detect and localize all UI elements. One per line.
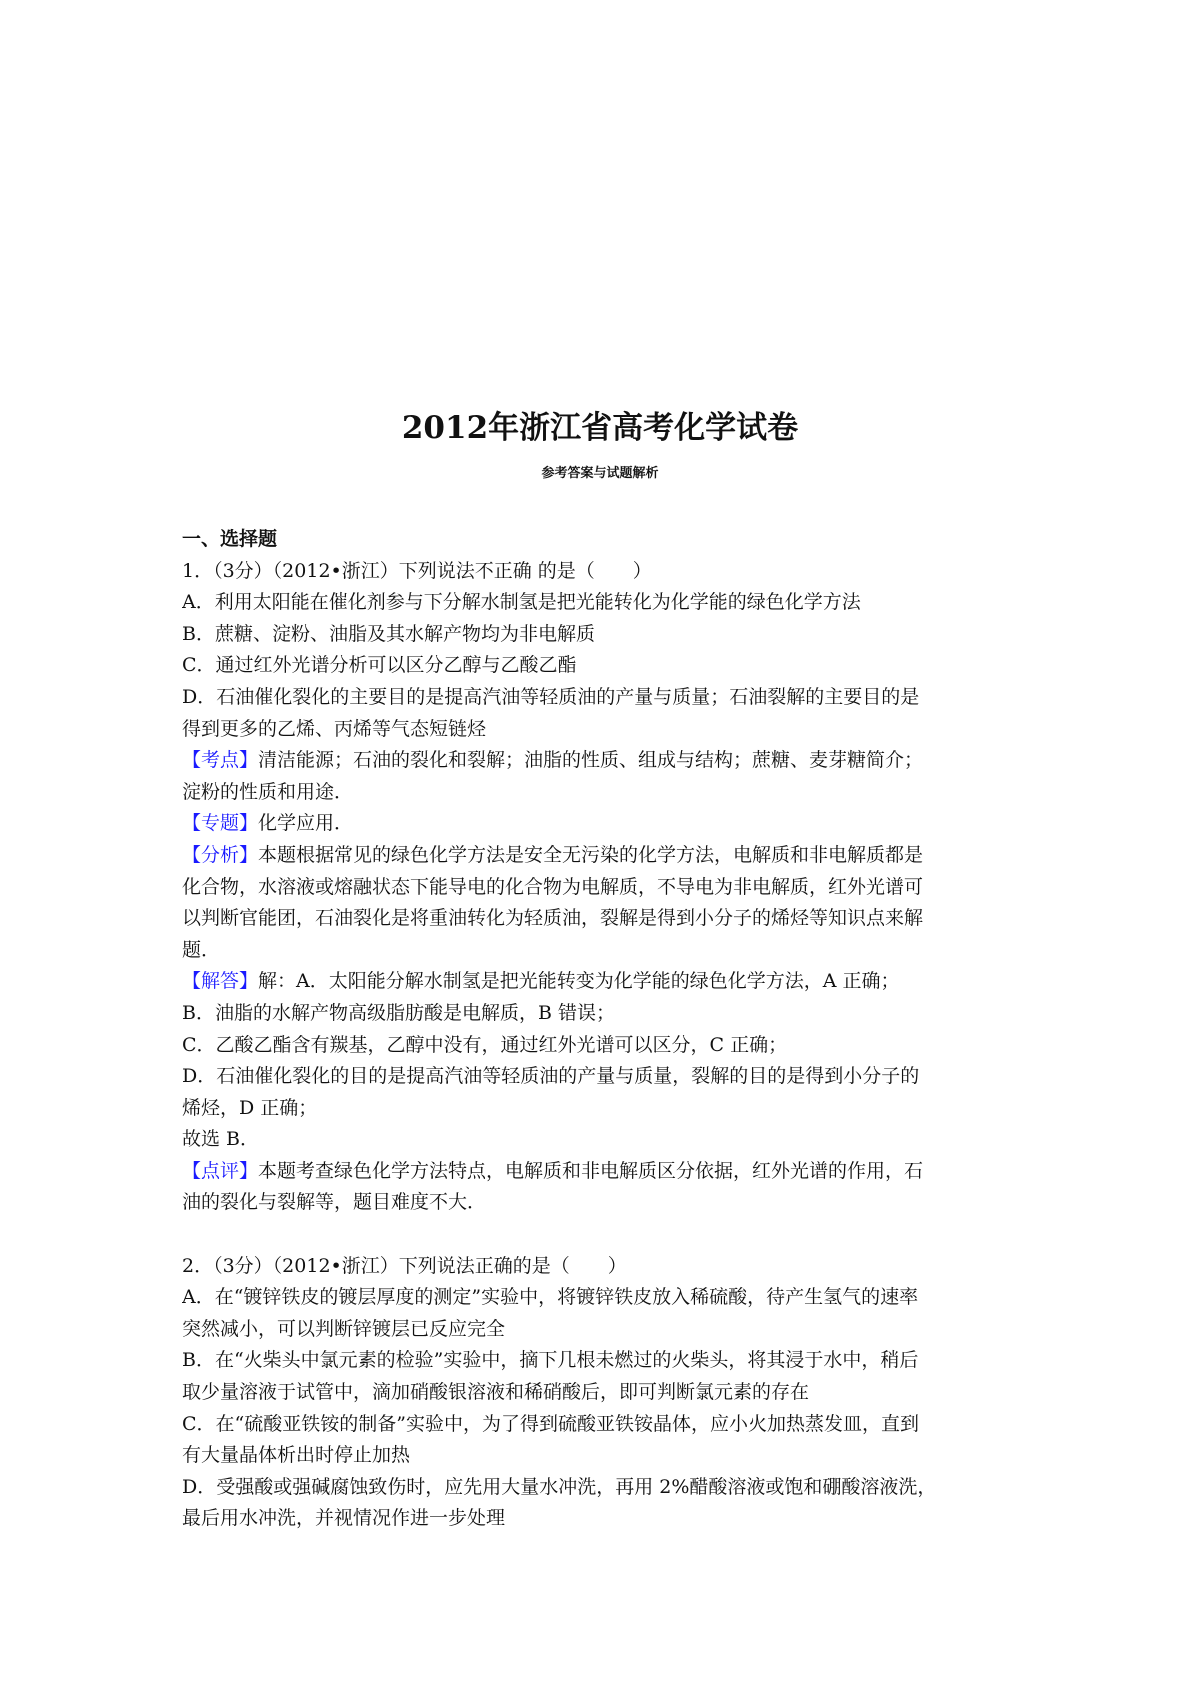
kaodian-text: 清洁能源；石油的裂化和裂解；油脂的性质、组成与结构；蔗糖、麦芽糖简介； — [258, 749, 924, 772]
question-1 — [182, 556, 1012, 1219]
kaodian-block — [182, 745, 1012, 808]
option-b: B．在“火柴头中氯元素的检验”实验中，摘下几根未燃过的火柴头，将其浸于水中，稍后 — [182, 1349, 919, 1372]
fenxi-text: 化合物，水溶液或熔融状态下能导电的化合物为电解质，不导电为非电解质，红外光谱可 — [182, 875, 924, 898]
question-stem: 1．（3分）（2012•浙江）下列说法不正确 的是（ ） — [182, 559, 652, 582]
question-stem: 2．（3分）（2012•浙江）下列说法正确的是（ ） — [182, 1254, 627, 1277]
option-b: B．蔗糖、淀粉、油脂及其水解产物均为非电解质 — [182, 622, 595, 645]
option-c-continued: 有大量晶体析出时停止加热 — [182, 1444, 411, 1467]
dianping-text: 油的裂化与裂解等，题目难度不大． — [182, 1191, 487, 1214]
option-d-continued: 得到更多的乙烯、丙烯等气态短链烃 — [182, 717, 487, 740]
jieda-text: D．石油催化裂化的目的是提高汽油等轻质油的产量与质量，裂解的目的是得到小分子的 — [182, 1065, 920, 1088]
fenxi-text: 题． — [182, 938, 221, 961]
fenxi-text: 以判断官能团，石油裂化是将重油转化为轻质油，裂解是得到小分子的烯烃等知识点来解 — [182, 907, 924, 930]
document-title: 2012年浙江省高考化学试卷 — [401, 410, 799, 446]
fenxi-tag: 【分析】 — [182, 843, 259, 866]
option-a: A．利用太阳能在催化剂参与下分解水制氢是把光能转化为化学能的绿色化学方法 — [182, 591, 861, 614]
option-d-continued: 最后用水冲洗，并视情况作进一步处理 — [182, 1507, 506, 1530]
jieda-text: 解：A．太阳能分解水制氢是把光能转变为化学能的绿色化学方法，A 正确； — [258, 970, 900, 993]
zhuanti-text: 化学应用． — [258, 812, 354, 835]
kaodian-text: 淀粉的性质和用途． — [182, 780, 354, 803]
zhuanti-tag: 【专题】 — [182, 812, 259, 835]
dianping-block — [182, 1156, 1012, 1219]
option-d: D．受强酸或强碱腐蚀致伤时，应先用大量水冲洗，再用 2%醋酸溶液或饱和硼酸溶液洗， — [182, 1475, 937, 1498]
jieda-tag: 【解答】 — [182, 970, 259, 993]
question-2 — [182, 1251, 1012, 1535]
question-spacer — [182, 1219, 1012, 1251]
fenxi-text: 本题根据常见的绿色化学方法是安全无污染的化学方法，电解质和非电解质都是 — [258, 843, 924, 866]
jieda-text: C．乙酸乙酯含有羰基，乙醇中没有，通过红外光谱可以区分，C 正确； — [182, 1033, 788, 1056]
document-subtitle: 参考答案与试题解析 — [541, 466, 659, 481]
fenxi-block — [182, 840, 1012, 966]
section-heading: 一、选择题 — [182, 528, 278, 550]
option-c: C．在“硫酸亚铁铵的制备”实验中，为了得到硫酸亚铁铵晶体，应小火加热蒸发皿，直到 — [182, 1412, 919, 1435]
jieda-text: B．油脂的水解产物高级脂肪酸是电解质，B 错误； — [182, 1001, 615, 1024]
option-a-continued: 突然减小，可以判断锌镀层已反应完全 — [182, 1317, 506, 1340]
option-c: C．通过红外光谱分析可以区分乙醇与乙酸乙酯 — [182, 654, 577, 677]
jieda-text: 故选 B． — [182, 1128, 260, 1151]
dianping-tag: 【点评】 — [182, 1159, 259, 1182]
option-d: D．石油催化裂化的主要目的是提高汽油等轻质油的产量与质量；石油裂解的主要目的是 — [182, 685, 920, 708]
option-b-continued: 取少量溶液于试管中，滴加硝酸银溶液和稀硝酸后，即可判断氯元素的存在 — [182, 1381, 810, 1404]
zhuanti-block — [182, 808, 1012, 840]
jieda-text: 烯烃，D 正确； — [182, 1096, 318, 1119]
jieda-block — [182, 966, 1012, 1156]
kaodian-tag: 【考点】 — [182, 749, 259, 772]
option-a: A．在“镀锌铁皮的镀层厚度的测定”实验中，将镀锌铁皮放入稀硫酸，待产生氢气的速率 — [182, 1286, 919, 1309]
document-body — [182, 524, 1012, 1535]
dianping-text: 本题考查绿色化学方法特点，电解质和非电解质区分依据，红外光谱的作用，石 — [258, 1159, 924, 1182]
